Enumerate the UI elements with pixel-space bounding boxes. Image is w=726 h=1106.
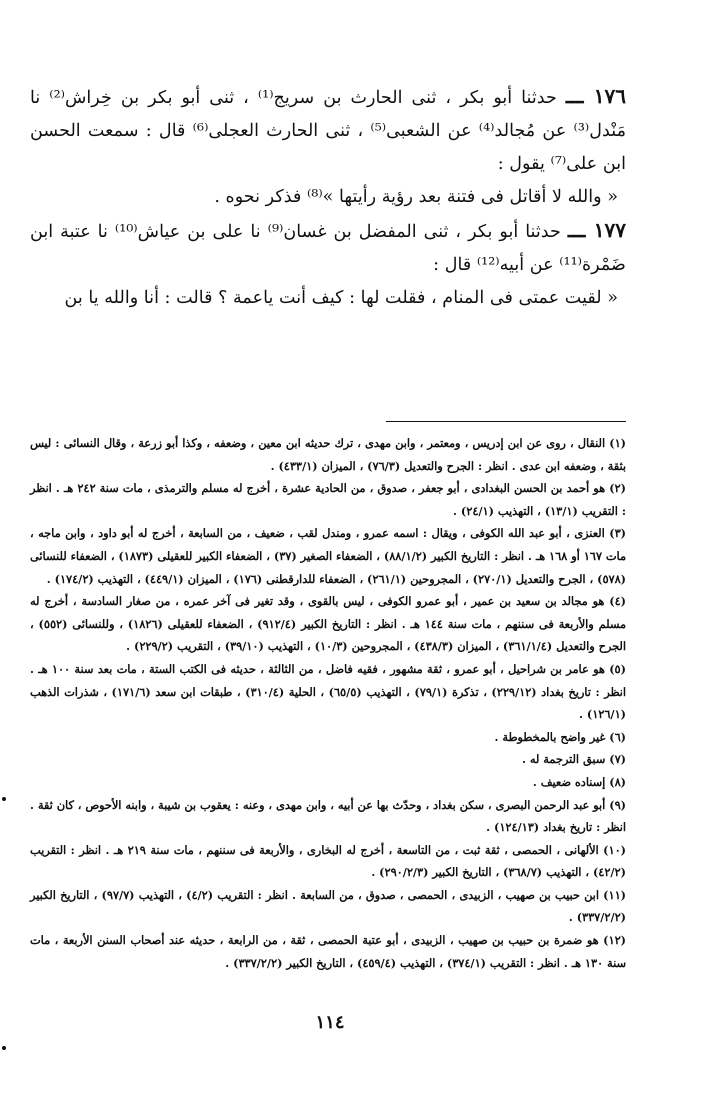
hadith-text: حدثنا أبو بكر ، ثنى المفضل بن غسان⁽⁹⁾ نا على بن عياش⁽¹⁰⁾ نا عتبة ابن ضَمْرة⁽¹¹⁾ عن أبيه⁽¹²⁾ قال : [30,222,626,275]
footnote-5: (٥) هو عامر بن شراحيل ، أبو عمرو ، ثقة مشهور ، فقيه فاضل ، من الثالثة ، حديثه فى الكتب الستة ، مات بعد سنة ١٠٠ هـ . انظر : تاريخ بغداد (٢٢٩/١٢) ، تذكرة (٧٩/١) ، التهذيب (٦٥/٥) ، الحلية (٣١٠/٤) ، طبقات ابن سعد (١٧١/٦) ، شذرات الذهب (١٢٦/١) . [30,661,626,722]
hadith-number: ١٧٧ ـــ [567,218,626,242]
footnote-1: (١) النقال ، روى عن ابن إدريس ، ومعتمر ، وابن مهدى ، ترك حديثه ابن معين ، وضعفه ، وكذا أبو زرعة ، وقال النسائى : ليس بثقة ، وضعفه ابن عدى . انظر : الجرح والتعديل (٧٦/٣) ، الميزان (٤٣٣/١) . [30,436,626,473]
hadith-number: ١٧٦ ـــ [565,84,627,108]
page-number: ١١٤ [315,1012,345,1033]
quote-text: « والله لا أقاتل فى فتنة بعد رؤية رأيتها »⁽⁸⁾ فذكر نحوه . [214,187,618,207]
footnote-2: (٢) هو أحمد بن الحسن البغدادى ، أبو جعفر ، صدوق ، من الحادية عشرة ، أخرج له مسلم والترمذى ، مات سنة ٢٤٢ هـ . انظر : التقريب (١٣/١) ، التهذيب (٢٤/١) . [30,481,626,518]
footnote-divider [386,421,626,422]
footnote-8: (٨) إسناده ضعيف . [532,774,626,789]
hadith-177-quote [30,282,626,315]
main-text [30,80,626,315]
hadith-176 [30,80,626,181]
scan-mark [2,797,6,801]
book-page [30,80,627,1033]
footnote-6: (٦) غير واضح بالمخطوطة . [494,729,626,744]
footnote-4: (٤) هو مجالد بن سعيد بن عمير ، أبو عمرو الكوفى ، ليس بالقوى ، وقد تغير فى آخر عمره ، من صغار السادسة ، أخرج له مسلم والأربعة فى سننهم ، مات سنة ١٤٤ هـ . انظر : التاريخ الكبير (٩١٢/٤) ، الضعفاء للعقيلى (١٨٢٦) ، وللنسائى (٥٥٢) ، الجرح والتعديل (٣٦١/١/٤) ، الميزان (٤٣٨/٣) ، المجروحين (١٠/٣) ، التهذيب (٣٩/١٠) ، التقريب (٢٢٩/٢) . [30,594,627,654]
footnotes [30,432,626,974]
footnote-11: (١١) ابن حبيب بن صهيب ، الزبيدى ، الحمصى ، صدوق ، من السابعة . انظر : التقريب (٤/٢) ، التهذيب (٩٧/٧) ، التاريخ الكبير (٣٣٧/٢/٢) . [30,887,627,925]
hadith-177 [30,214,626,282]
hadith-176-quote [30,181,626,214]
footnote-10: (١٠) الألهانى ، الحمصى ، ثقة ثبت ، من التاسعة ، أخرج له البخارى ، والأربعة فى سننهم ، مات سنة ٢١٩ هـ . انظر : التقريب (٤٢/٢) ، التهذيب (٣٦٨/٧) ، التاريخ الكبير (٢٩٠/٢/٣) . [30,842,626,880]
footnote-3: (٣) العنزى ، أبو عبد الله الكوفى ، ويقال : اسمه عمرو ، ومندل لقب ، ضعيف ، من السابعة ، أخرج له أبو داود ، وابن ماجه ، مات ١٦٧ أو ١٦٨ هـ . انظر : التاريخ الكبير (٨٨/١/٢) ، الضعفاء الصغير (٣٧) ، الضعفاء الكبير للعقيلى (١٨٧٣) ، الضعفاء للنسائى (٥٧٨) ، الجرح والتعديل (٢٧٠/١) ، المجروحين (٢٦١/١) ، الضعفاء للدارقطنى (١٧٦) ، الميزان (٤٤٩/١) ، التهذيب (١٧٤/٢) . [30,526,627,586]
footnote-7: (٧) سبق الترجمة له . [521,752,626,767]
footnote-9: (٩) أبو عبد الرحمن البصرى ، سكن بغداد ، وحدّث بها عن أبيه ، وابن مهدى ، وعنه : يعقوب بن شيبة ، وابنه الأحوص ، كان ثقة . انظر : تاريخ بغداد (١٢٤/١٣) . [30,797,626,835]
hadith-text: حدثنا أبو بكر ، ثنى الحارث بن سريج⁽¹⁾ ، ثنى أبو بكر بن خِراش⁽²⁾ نا مَنْدل⁽³⁾ عن مُجالد⁽⁴⁾ عن الشعبى⁽⁵⁾ ، ثنى الحارث العجلى⁽⁶⁾ قال : سمعت الحسن ابن على⁽⁷⁾ يقول : [30,88,626,174]
scan-mark [2,1046,6,1050]
quote-text: « لقيت عمتى فى المنام ، فقلت لها : كيف أنت ياعمة ؟ قالت : أنا والله يا بن [64,288,618,308]
footnote-12: (١٢) هو ضمرة بن حبيب بن صهيب ، الزبيدى ، أبو عتبة الحمصى ، ثقة ، من الرابعة ، حديثه عند أصحاب السنن الأربعة ، مات سنة ١٣٠ هـ . انظر : التقريب (٣٧٤/١) ، التهذيب (٤٥٩/٤) ، التاريخ الكبير (٣٣٧/٢/٢) . [30,933,626,970]
